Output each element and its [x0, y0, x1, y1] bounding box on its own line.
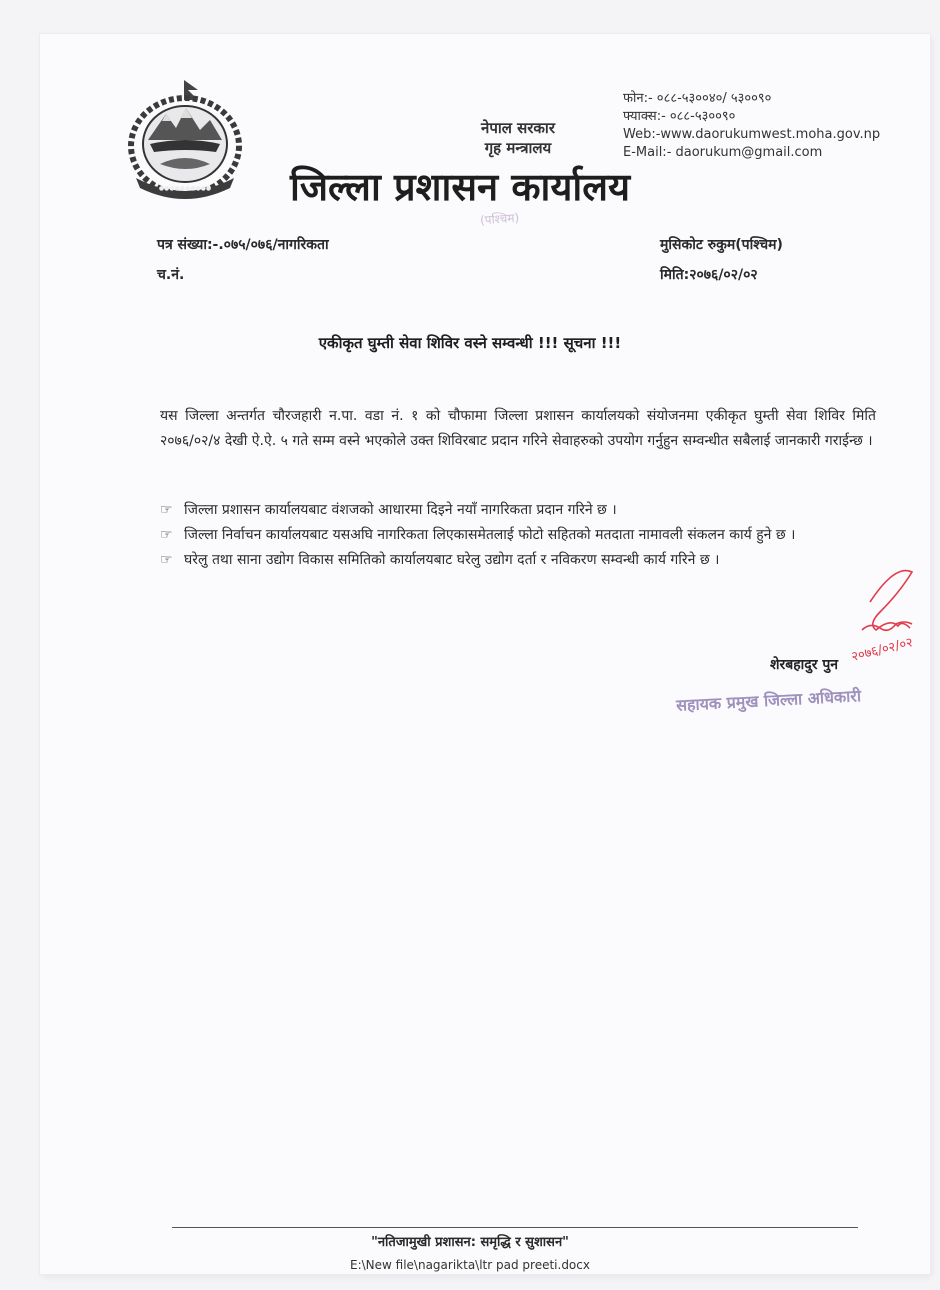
service-text: जिल्ला निर्वाचन कार्यालयबाट यसअघि नागरिकता लिएकासमेतलाई फोटो सहितको मतदाता नामावली संकलन कार्य हुने छ ।: [184, 527, 796, 543]
service-item: [160, 498, 876, 523]
service-item: [160, 548, 876, 573]
pointing-hand-icon: ☞: [160, 527, 173, 543]
government-name: नेपाल सरकार: [481, 119, 555, 137]
ministry-name: गृह मन्त्रालय: [484, 139, 552, 157]
reference-left: [157, 230, 329, 290]
handwritten-date: २०७६/०२/०२: [849, 635, 915, 665]
government-heading: [462, 118, 574, 158]
svg-text:●●●●●●●●●●: ●●●●●●●●●●: [158, 185, 212, 192]
service-text: घरेलु तथा साना उद्योग विकास समितिको कार्यालयबाट घरेलु उद्योग दर्ता र नविकरण सम्वन्धी कार्य गरिने छ ।: [184, 552, 720, 568]
signatory-name: शेरबहादुर पुन: [770, 657, 839, 673]
service-list: [160, 498, 876, 573]
pointing-hand-icon: ☞: [160, 552, 173, 568]
designation-stamp: सहायक प्रमुख जिल्ला अधिकारी: [675, 686, 862, 715]
office-location: मुसिकोट रुकुम(पश्चिम): [660, 237, 783, 253]
letter-date: मिति:२०७६/०२/०२: [660, 267, 758, 283]
dispatch-number: च.नं.: [157, 267, 185, 283]
website: Web:-www.daorukumwest.moha.gov.np: [623, 127, 881, 142]
letter-number: पत्र संख्या:-.०७५/०७६/नागरिकता: [157, 237, 329, 253]
faint-stamp: (पश्चिम): [479, 210, 520, 228]
pointing-hand-icon: ☞: [160, 502, 173, 518]
contact-block: [623, 90, 880, 162]
handwritten-signature: [840, 562, 940, 672]
email-address: E-Mail:- daorukum@gmail.com: [623, 145, 823, 160]
fax-number: फ्याक्स:- ०८८-५३००९०: [623, 109, 736, 124]
reference-right: [660, 230, 783, 290]
notice-subject: एकीकृत घुम्ती सेवा शिविर वस्ने सम्वन्धी !!! सूचना !!!: [318, 334, 622, 352]
service-item: [160, 523, 876, 548]
footer-motto: "नतिजामुखी प्रशासन: समृद्धि र सुशासन": [371, 1235, 569, 1250]
office-title: जिल्ला प्रशासन कार्यालय: [290, 165, 631, 209]
file-path: E:\New file\nagarikta\ltr pad preeti.docx: [350, 1258, 590, 1272]
nepal-government-emblem: [126, 78, 244, 200]
phone-number: फोन:- ०८८-५३००४०/ ५३००९०: [623, 91, 772, 106]
notice-body: यस जिल्ला अन्तर्गत चौरजहारी न.पा. वडा नं. १ को चौफामा जिल्ला प्रशासन कार्यालयको संयोजनमा एकीकृत घुम्ती सेवा शिविर मिति २०७६/०२/४ देखी ऐ.ऐ. ५ गते सम्म वस्ने भएकोले उक्त शिविरबाट प्रदान गरिने सेवाहरुको उपयोग गर्नुहुन सम्वन्धीत सबैलाई जानकारी गराईन्छ ।: [160, 408, 876, 449]
service-text: जिल्ला प्रशासन कार्यालयबाट वंशजको आधारमा दिइने नयाँ नागरिकता प्रदान गरिने छ ।: [184, 502, 617, 518]
footer-divider: [172, 1227, 858, 1228]
